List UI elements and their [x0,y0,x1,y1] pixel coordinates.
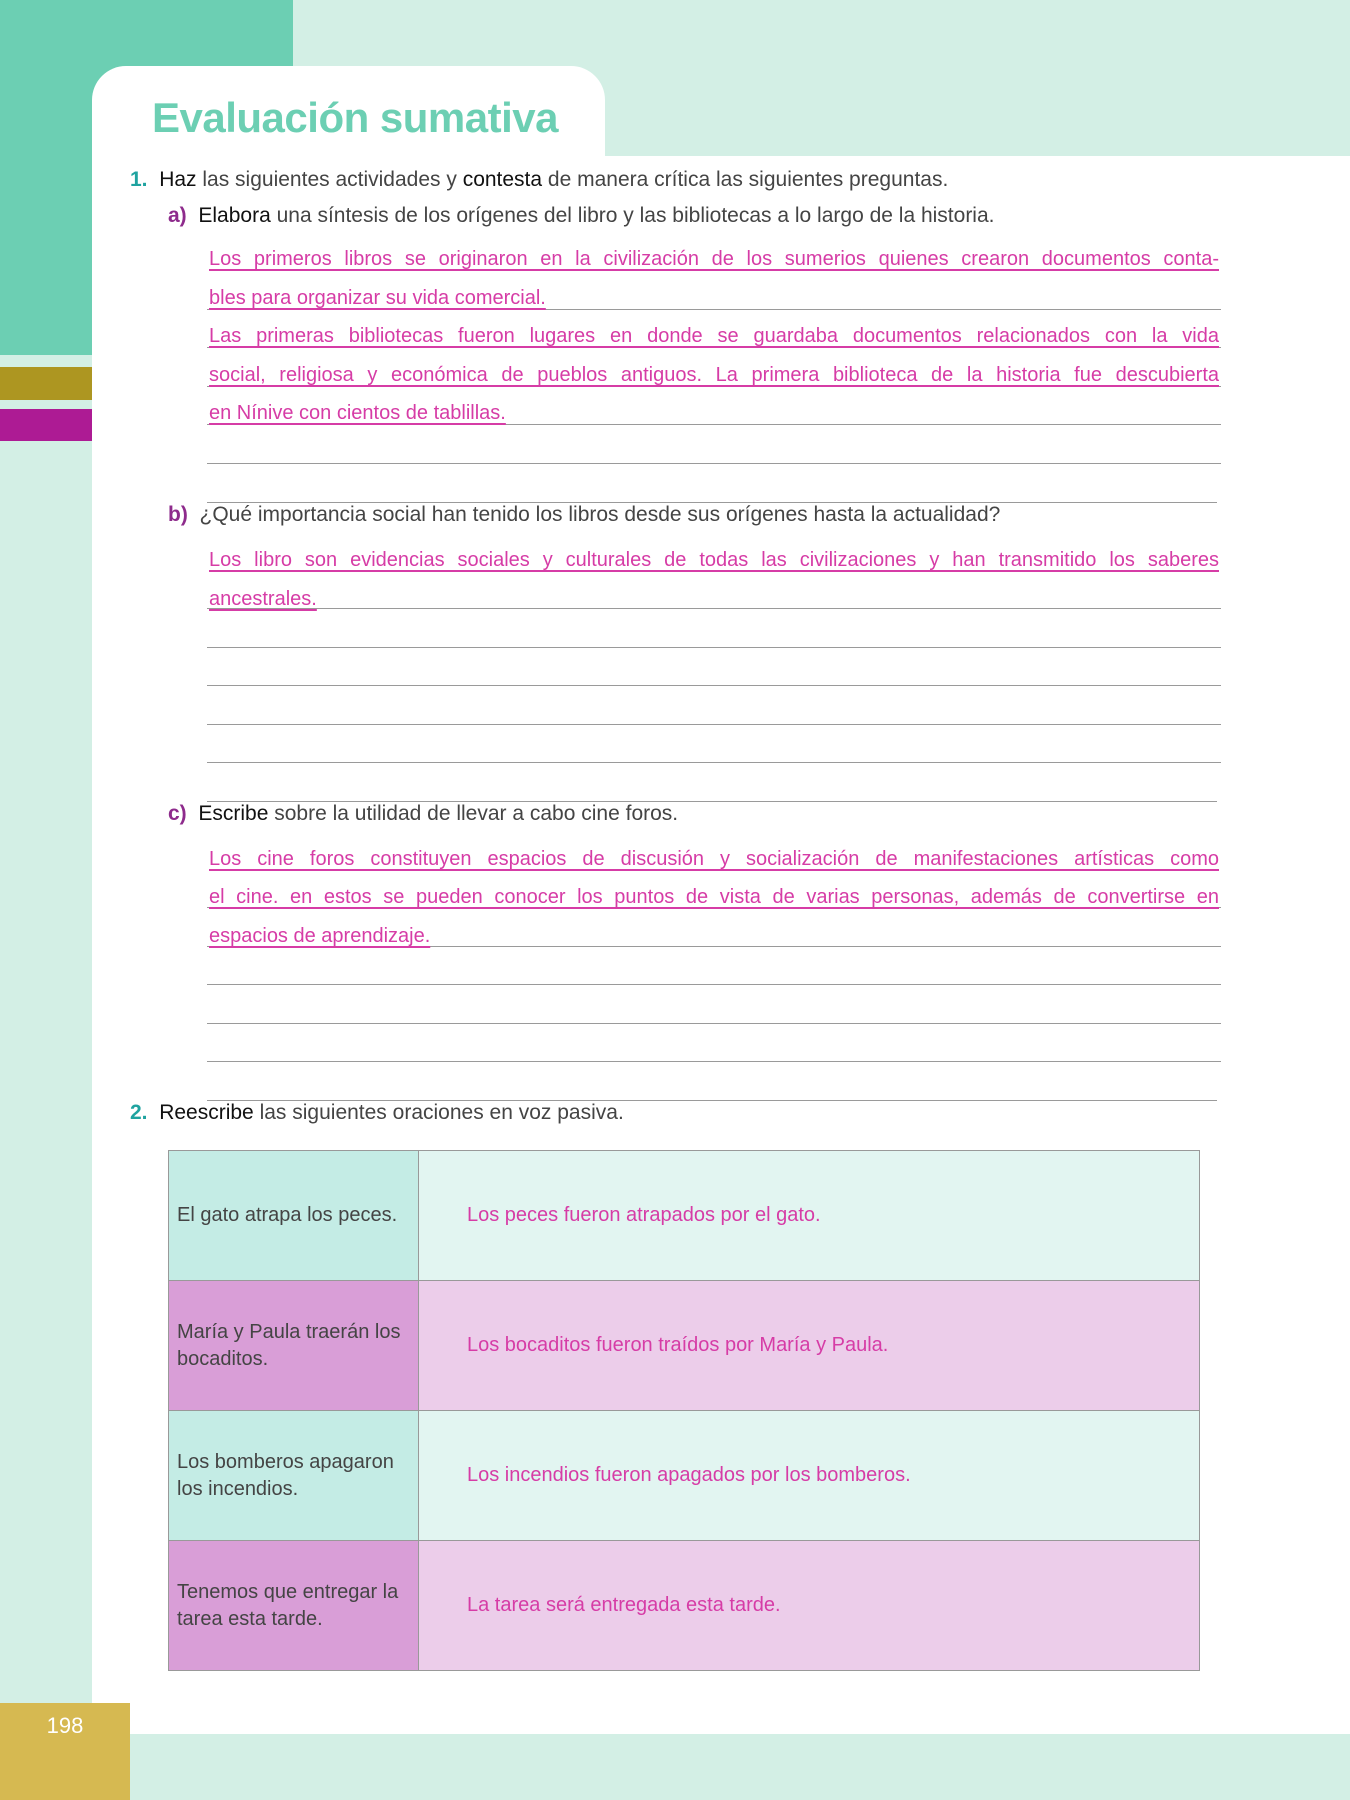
answer-line[interactable] [207,687,1221,725]
bottom-background-band [0,1734,1350,1800]
question-2-text: las siguientes oraciones en voz pasiva. [253,1101,624,1124]
passive-answer[interactable]: Los peces fueron atrapados por el gato. [419,1151,1200,1281]
table-row [169,1541,1200,1671]
question-1-text-1: las siguientes actividades y [196,168,463,191]
question-1b [168,501,1000,529]
question-1a-label: a) [168,204,187,227]
answer-line[interactable] [207,1024,1221,1062]
answer-line[interactable] [207,725,1221,763]
question-1a-text: una síntesis de los orígenes del libro y las bibliotecas a lo largo de la historia. [270,204,995,227]
olive-stripe [0,367,92,400]
passive-answer[interactable]: Los incendios fueron apagados por los bomberos. [419,1411,1200,1541]
question-1c-verb: Escribe [198,802,269,825]
answer-1a-line-5: en Nínive con cientos de tablillas. [209,402,506,424]
question-2-verb: Reescribe [159,1101,254,1124]
passive-voice-table [168,1150,1200,1671]
answer-line[interactable] [207,648,1221,686]
answer-line[interactable] [207,986,1221,1024]
passive-answer[interactable]: Los bocaditos fueron traídos por María y Paula. [419,1281,1200,1411]
answer-1c-line-2: el cine. en estos se pueden conocer los puntos de vista de varias personas, además de convertirse en [209,886,1219,908]
question-1c [168,800,678,828]
answer-line[interactable] [207,465,1217,503]
question-1-text-2: de manera crítica las siguientes preguntas. [542,168,949,191]
answer-1a-line-2: bles para organizar su vida comercial. [209,287,546,309]
source-sentence: El gato atrapa los peces. [169,1151,419,1281]
table-row [169,1151,1200,1281]
question-1b-text: ¿Qué importancia social han tenido los libros desde sus orígenes hasta la actualidad? [199,503,1001,526]
answer-1b-line-2: ancestrales. [209,588,317,610]
magenta-stripe [0,409,92,441]
source-sentence: Tenemos que entregar la tarea esta tarde. [169,1541,419,1671]
answer-1c-line-3: espacios de aprendizaje. [209,925,431,947]
answer-line[interactable] [207,1063,1217,1101]
source-sentence: María y Paula traerán los bocaditos. [169,1281,419,1411]
question-1c-label: c) [168,802,187,825]
answer-1c-line-1: Los cine foros constituyen espacios de discusión y socialización de manifestaciones artísticas como [209,848,1219,870]
table-row [169,1281,1200,1411]
question-1b-label: b) [168,503,188,526]
question-1c-text: sobre la utilidad de llevar a cabo cine foros. [268,802,679,825]
question-1-verb-1: Haz [159,168,197,191]
answer-1a-line-4: social, religiosa y económica de pueblos antiguos. La primera biblioteca de la historia fue descubierta [209,364,1219,386]
question-1 [130,166,948,194]
question-1-number: 1. [130,168,148,191]
question-1a-verb: Elabora [198,204,271,227]
question-1a [168,202,995,230]
answer-1b-line-1: Los libro son evidencias sociales y culturales de todas las civilizaciones y han transmitido los saberes [209,549,1219,571]
question-2 [130,1099,624,1127]
page-title: Evaluación sumativa [152,94,559,141]
answer-line[interactable] [207,764,1217,802]
answer-1a-line-1: Los primeros libros se originaron en la civilización de los sumerios quienes crearon documentos conta- [209,248,1219,270]
question-1-verb-2: contesta [462,168,543,191]
question-2-number: 2. [130,1101,148,1124]
passive-answer[interactable]: La tarea será entregada esta tarde. [419,1541,1200,1671]
answer-1a-line-3: Las primeras bibliotecas fueron lugares en donde se guardaba documentos relacionados con la vida [209,325,1219,347]
source-sentence: Los bomberos apagaron los incendios. [169,1411,419,1541]
table-row [169,1411,1200,1541]
page-number: 198 [46,1713,84,1738]
